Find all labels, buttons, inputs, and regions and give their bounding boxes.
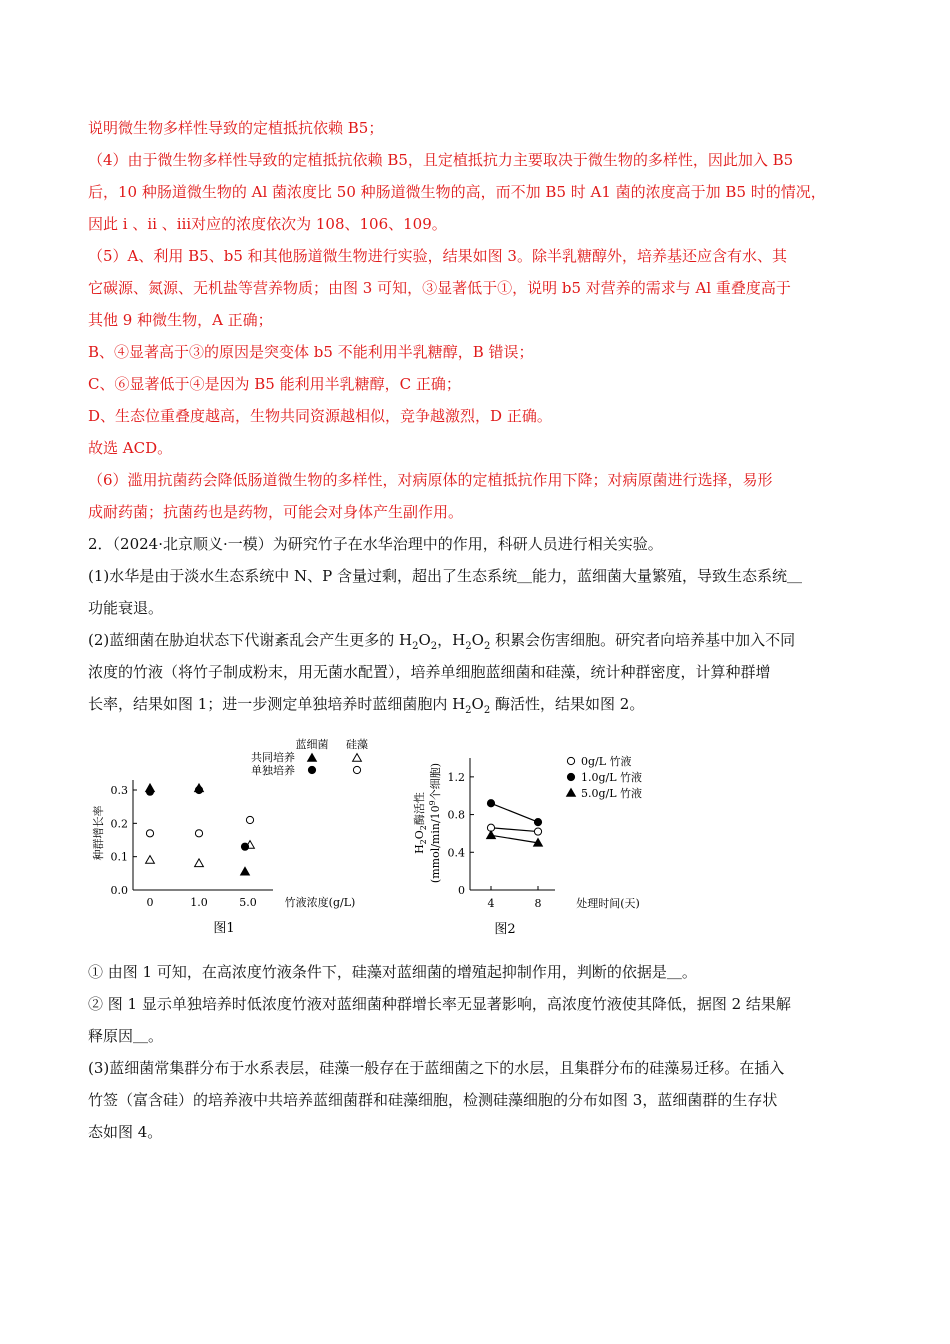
y-axis-label: 种群增长率 [92, 805, 105, 861]
figure-1-chart [88, 728, 458, 938]
question-intro: 2．（2024·北京顺义·一模）为研究竹子在水华治理中的作用，科研人员进行相关实验。 [88, 535, 663, 553]
y-tick-label: 0.1 [110, 850, 128, 864]
y-tick-label: 0.0 [110, 884, 128, 897]
data-point [246, 816, 253, 823]
answer-line-12: （6）滥用抗菌药会降低肠道微生物的多样性，对病原体的定植抵抗作用下降；对病原菌进行选择，易形 [88, 471, 773, 489]
x-tick-label: 5.0 [239, 896, 257, 909]
text-run: 积累会伤害细胞。研究者向培养基中加入不同 [490, 631, 796, 649]
x-tick-label: 0 [146, 896, 154, 909]
y-tick-label: 0.4 [447, 846, 465, 860]
data-point [487, 800, 494, 807]
answer-line-1: 说明微生物多样性导致的定植抵抗依赖 B5； [88, 119, 384, 137]
label-part: 9 [428, 800, 437, 806]
figure-1-caption: 图1 [213, 921, 235, 936]
data-point [195, 830, 202, 837]
label-part: 2 [419, 825, 428, 831]
answer-line-9: C、⑥显著低于④是因为 B5 能利用半乳糖醇，C 正确； [88, 375, 461, 393]
answer-line-7: 其他 9 种微生物，A 正确； [88, 311, 273, 329]
data-point [146, 784, 155, 792]
answer-line-8: B、④显著高于③的原因是突变体 b5 不能利用半乳糖醇，B 错误； [88, 343, 534, 361]
answer-line-11: 故选 ACD。 [88, 439, 173, 457]
legend-marker [567, 757, 574, 764]
data-point [146, 856, 155, 864]
answer-line-6: 它碳源、氮源、无机盐等营养物质；由图 3 可知，③显著低于①，说明 b5 对营养的需求与 Al 重叠度高于 [88, 279, 791, 297]
legend-row-monoculture: 单独培养 [251, 764, 295, 777]
legend-marker [567, 773, 574, 780]
y-tick-label: 0.8 [447, 808, 465, 822]
x-tick-label: 8 [534, 897, 542, 910]
data-point [534, 828, 541, 835]
data-point [195, 859, 204, 867]
figure-2-caption: 图2 [494, 922, 516, 937]
text-run: O [471, 631, 484, 649]
answer-line-4: 因此 ⅰ 、ⅱ 、ⅲ对应的浓度依次为 108、106、109。 [88, 215, 447, 233]
subscript: 2 [465, 705, 472, 716]
x-axis-label: 竹液浓度(g/L) [284, 896, 356, 909]
subscript: 2 [430, 641, 438, 652]
answer-line-3: 后，10 种肠道微生物的 Al 菌浓度比 50 种肠道微生物的高，而不加 B5 时 A1 菌的浓度高于加 B5 时的情况， [88, 183, 826, 201]
x-tick-label: 4 [487, 897, 495, 910]
legend-label: 5.0g/L 竹液 [581, 787, 643, 800]
label-part: H [413, 844, 426, 854]
y-tick-label: 0 [458, 884, 465, 897]
label-part: (mmol/min/10 [429, 805, 442, 884]
legend-marker [353, 766, 360, 773]
data-point [146, 830, 153, 837]
question-1-line-1: (1)水华是由于淡水生态系统中 N、P 含量过剩，超出了生态系统＿能力，蓝细菌大量繁殖，导致生态系统＿ [88, 567, 803, 585]
data-point [241, 843, 248, 850]
legend-label: 0g/L 竹液 [581, 755, 632, 768]
answer-line-5: （5）A、利用 B5、b5 和其他肠道微生物进行实验，结果如图 3。除半乳糖醇外，培养基还应含有水、其 [88, 247, 787, 265]
data-point [487, 831, 496, 839]
text-run: 长率，结果如图 1；进一步测定单独培养时蓝细菌胞内 H [88, 695, 466, 713]
text-run: ，H [437, 631, 466, 649]
y-axis-unit [428, 763, 442, 883]
series-line [491, 835, 538, 843]
figure-2-chart [413, 748, 705, 958]
answer-line-10: D、生态位重叠度越高，生物共同资源越相似，竞争越激烈，D 正确。 [88, 407, 552, 425]
label-part: 酶活性 [413, 792, 426, 826]
question-1-line-2: 功能衰退。 [88, 599, 164, 617]
question-2-line-3 [88, 688, 868, 720]
question-3-line-2: 竹签（富含硅）的培养液中共培养蓝细菌群和硅藻细胞，检测硅藻细胞的分布如图 3，蓝细菌群的生存状 [88, 1091, 778, 1109]
question-2-sub-1: ① 由图 1 可知，在高浓度竹液条件下，硅藻对蓝细菌的增殖起抑制作用，判断的依据是＿。 [88, 963, 697, 981]
label-part: 2 [419, 839, 428, 845]
legend-label: 1.0g/L 竹液 [581, 771, 643, 784]
subscript: 2 [465, 641, 472, 652]
question-2-sub-2-line-2: 释原因＿。 [88, 1027, 164, 1045]
x-tick-label: 1.0 [190, 896, 208, 909]
legend-row-coculture: 共同培养 [251, 751, 295, 764]
legend-marker [308, 766, 315, 773]
series-line [491, 828, 538, 832]
legend-marker [567, 789, 576, 797]
answer-line-2: （4）由于微生物多样性导致的定植抵抗依赖 B5，且定植抵抗力主要取决于微生物的多样性，因此加入 B5 [88, 151, 794, 169]
y-tick-label: 0.3 [110, 784, 128, 797]
label-part: 个细胞) [429, 762, 442, 801]
subscript: 2 [483, 705, 491, 716]
legend-marker [308, 754, 317, 762]
question-2-line-2: 浓度的竹液（将竹子制成粉末，用无菌水配置），培养单细胞蓝细菌和硅藻，统计种群密度，计算种群增 [88, 663, 771, 681]
label-part: O [413, 830, 426, 840]
x-axis-label: 处理时间(天) [576, 897, 640, 910]
data-point [534, 819, 541, 826]
text-run: O [471, 695, 484, 713]
legend-header-cyanobacteria: 蓝细菌 [295, 738, 329, 751]
subscript: 2 [412, 641, 419, 652]
text-run: O [418, 631, 431, 649]
question-2-sub-2-line-1: ② 图 1 显示单独培养时低浓度竹液对蓝细菌种群增长率无显著影响，高浓度竹液使其降低，据图 2 结果解 [88, 995, 791, 1013]
y-tick-label: 0.2 [110, 817, 128, 831]
text-run: 酶活性，结果如图 2。 [490, 695, 645, 713]
y-tick-label: 1.2 [447, 770, 465, 784]
series-line [491, 803, 538, 822]
question-3-line-3: 态如图 4。 [88, 1123, 163, 1141]
subscript: 2 [483, 641, 491, 652]
answer-line-13: 成耐药菌；抗菌药也是药物，可能会对身体产生副作用。 [88, 503, 464, 521]
y-axis-label [412, 792, 428, 854]
question-2-line-1 [88, 624, 868, 656]
legend-marker [353, 754, 362, 762]
legend-header-diatom: 硅藻 [346, 738, 368, 751]
text-run: (2)蓝细菌在胁迫状态下代谢紊乱会产生更多的 H [88, 631, 413, 649]
question-3-line-1: (3)蓝细菌常集群分布于水系表层，硅藻一般存在于蓝细菌之下的水层，且集群分布的硅藻易迁移。在插入 [88, 1059, 785, 1077]
data-point [241, 867, 250, 875]
